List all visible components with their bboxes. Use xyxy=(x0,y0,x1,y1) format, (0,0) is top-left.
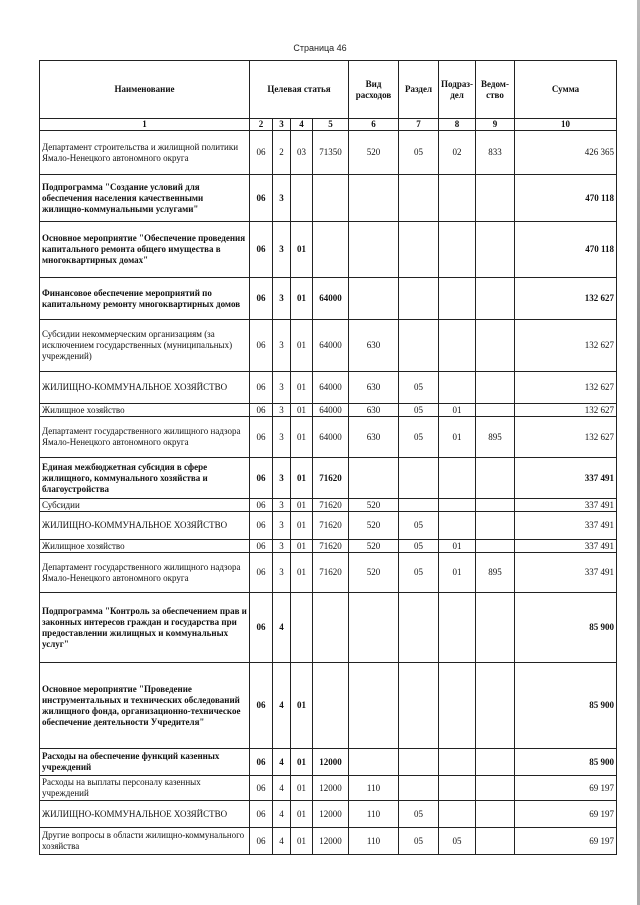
row-code-1-cell: 06 xyxy=(250,372,273,404)
row-section-cell: 05 xyxy=(399,404,439,417)
header-expense-type: Вид расходов xyxy=(349,61,399,119)
row-code-4-cell: 64000 xyxy=(313,278,349,320)
table-row xyxy=(40,372,617,404)
column-number: 3 xyxy=(273,119,291,131)
row-code-3-cell: 01 xyxy=(291,776,313,801)
row-department-cell xyxy=(476,512,515,540)
row-department-cell xyxy=(476,404,515,417)
row-expense-type-cell: 630 xyxy=(349,404,399,417)
row-department-cell: 895 xyxy=(476,417,515,458)
row-department-cell xyxy=(476,828,515,855)
row-amount-cell: 85 900 xyxy=(515,663,617,749)
column-number: 1 xyxy=(40,119,250,131)
row-amount-cell: 132 627 xyxy=(515,372,617,404)
row-expense-type-cell: 630 xyxy=(349,372,399,404)
row-expense-type-cell: 520 xyxy=(349,512,399,540)
table-row xyxy=(40,663,617,749)
row-code-1-cell: 06 xyxy=(250,404,273,417)
row-amount-cell: 132 627 xyxy=(515,320,617,372)
row-name-cell: Субсидии xyxy=(40,499,250,512)
row-code-4-cell: 64000 xyxy=(313,320,349,372)
row-subsection-cell xyxy=(439,776,476,801)
row-section-cell xyxy=(399,320,439,372)
row-department-cell xyxy=(476,458,515,499)
row-department-cell xyxy=(476,278,515,320)
row-section-cell: 05 xyxy=(399,417,439,458)
row-name-cell: ЖИЛИЩНО-КОММУНАЛЬНОЕ ХОЗЯЙСТВО xyxy=(40,801,250,828)
row-amount-cell: 69 197 xyxy=(515,776,617,801)
row-code-2-cell: 4 xyxy=(273,801,291,828)
row-section-cell: 05 xyxy=(399,801,439,828)
row-name-cell: Департамент строительства и жилищной политики Ямало-Ненецкого автономного округа xyxy=(40,131,250,175)
row-expense-type-cell xyxy=(349,458,399,499)
column-number: 4 xyxy=(291,119,313,131)
table-row xyxy=(40,499,617,512)
row-code-2-cell: 4 xyxy=(273,663,291,749)
row-code-1-cell: 06 xyxy=(250,499,273,512)
table-row xyxy=(40,512,617,540)
column-number-row xyxy=(40,119,617,131)
row-code-3-cell: 03 xyxy=(291,131,313,175)
row-code-3-cell: 01 xyxy=(291,372,313,404)
row-expense-type-cell: 630 xyxy=(349,320,399,372)
row-department-cell: 833 xyxy=(476,131,515,175)
row-amount-cell: 337 491 xyxy=(515,540,617,553)
table-row xyxy=(40,801,617,828)
row-code-3-cell: 01 xyxy=(291,553,313,593)
row-code-3-cell: 01 xyxy=(291,749,313,776)
row-department-cell xyxy=(476,663,515,749)
row-subsection-cell xyxy=(439,320,476,372)
row-section-cell xyxy=(399,593,439,663)
page-number-label: Страница 46 xyxy=(293,43,347,53)
header-section: Раздел xyxy=(399,61,439,119)
table-row xyxy=(40,828,617,855)
row-code-3-cell: 01 xyxy=(291,222,313,278)
row-amount-cell: 132 627 xyxy=(515,278,617,320)
table-row xyxy=(40,749,617,776)
row-code-4-cell xyxy=(313,175,349,222)
row-amount-cell: 69 197 xyxy=(515,801,617,828)
row-amount-cell: 337 491 xyxy=(515,553,617,593)
row-name-cell: Расходы на обеспечение функций казенных учреждений xyxy=(40,749,250,776)
row-code-2-cell: 3 xyxy=(273,417,291,458)
row-code-4-cell: 64000 xyxy=(313,404,349,417)
row-code-2-cell: 2 xyxy=(273,131,291,175)
row-code-4-cell: 71620 xyxy=(313,499,349,512)
table-row xyxy=(40,278,617,320)
row-code-3-cell: 01 xyxy=(291,828,313,855)
row-code-4-cell: 12000 xyxy=(313,776,349,801)
column-number: 8 xyxy=(439,119,476,131)
row-name-cell: Основное мероприятие "Проведение инструментальных и технических обследований жилищного фонда, организационно-техническое обеспечение деятельности Учредителя" xyxy=(40,663,250,749)
row-code-4-cell: 12000 xyxy=(313,749,349,776)
row-code-3-cell: 01 xyxy=(291,540,313,553)
header-name: Наименование xyxy=(40,61,250,119)
row-code-3-cell: 01 xyxy=(291,458,313,499)
row-expense-type-cell xyxy=(349,593,399,663)
row-subsection-cell xyxy=(439,593,476,663)
row-code-2-cell: 4 xyxy=(273,749,291,776)
row-code-4-cell xyxy=(313,663,349,749)
row-code-2-cell: 3 xyxy=(273,372,291,404)
row-subsection-cell: 05 xyxy=(439,828,476,855)
table-row xyxy=(40,417,617,458)
row-name-cell: Основное мероприятие "Обеспечение проведения капитального ремонта общего имущества в многоквартирных домах" xyxy=(40,222,250,278)
row-code-3-cell xyxy=(291,175,313,222)
row-section-cell xyxy=(399,776,439,801)
table-row xyxy=(40,553,617,593)
table-row xyxy=(40,458,617,499)
row-code-4-cell xyxy=(313,222,349,278)
row-code-3-cell: 01 xyxy=(291,663,313,749)
row-department-cell xyxy=(476,801,515,828)
row-section-cell: 05 xyxy=(399,553,439,593)
row-amount-cell: 85 900 xyxy=(515,749,617,776)
row-expense-type-cell xyxy=(349,222,399,278)
row-subsection-cell: 01 xyxy=(439,553,476,593)
row-name-cell: Подпрограмма "Контроль за обеспечением прав и законных интересов граждан и государства при предоставлении жилищных и коммунальных услуг" xyxy=(40,593,250,663)
row-code-3-cell: 01 xyxy=(291,417,313,458)
table-row xyxy=(40,175,617,222)
row-code-4-cell: 71350 xyxy=(313,131,349,175)
row-amount-cell: 470 118 xyxy=(515,175,617,222)
row-expense-type-cell xyxy=(349,749,399,776)
row-subsection-cell xyxy=(439,458,476,499)
budget-table xyxy=(39,60,617,855)
header-amount: Сумма xyxy=(515,61,617,119)
row-code-2-cell: 3 xyxy=(273,540,291,553)
row-name-cell: Департамент государственного жилищного надзора Ямало-Ненецкого автономного округа xyxy=(40,553,250,593)
row-expense-type-cell xyxy=(349,175,399,222)
row-code-4-cell: 71620 xyxy=(313,553,349,593)
table-row xyxy=(40,222,617,278)
row-expense-type-cell: 110 xyxy=(349,828,399,855)
row-section-cell xyxy=(399,175,439,222)
row-expense-type-cell: 520 xyxy=(349,553,399,593)
row-code-2-cell: 4 xyxy=(273,593,291,663)
row-code-1-cell: 06 xyxy=(250,131,273,175)
column-number: 6 xyxy=(349,119,399,131)
header-subsection: Подраз-дел xyxy=(439,61,476,119)
row-section-cell: 05 xyxy=(399,540,439,553)
header-department: Ведом-ство xyxy=(476,61,515,119)
row-section-cell xyxy=(399,663,439,749)
row-subsection-cell xyxy=(439,663,476,749)
row-name-cell: Департамент государственного жилищного надзора Ямало-Ненецкого автономного округа xyxy=(40,417,250,458)
row-name-cell: Подпрограмма "Создание условий для обеспечения населения качественными жилищно-коммунальными услугами" xyxy=(40,175,250,222)
row-amount-cell: 337 491 xyxy=(515,499,617,512)
row-code-1-cell: 06 xyxy=(250,417,273,458)
row-code-3-cell xyxy=(291,593,313,663)
row-expense-type-cell: 110 xyxy=(349,776,399,801)
row-department-cell xyxy=(476,776,515,801)
row-name-cell: ЖИЛИЩНО-КОММУНАЛЬНОЕ ХОЗЯЙСТВО xyxy=(40,372,250,404)
row-name-cell: Жилищное хозяйство xyxy=(40,540,250,553)
header-target-article: Целевая статья xyxy=(250,61,349,119)
row-code-1-cell: 06 xyxy=(250,175,273,222)
column-number: 10 xyxy=(515,119,617,131)
row-code-1-cell: 06 xyxy=(250,776,273,801)
table-row xyxy=(40,404,617,417)
row-subsection-cell xyxy=(439,499,476,512)
row-amount-cell: 85 900 xyxy=(515,593,617,663)
row-section-cell xyxy=(399,222,439,278)
row-code-3-cell: 01 xyxy=(291,278,313,320)
row-name-cell: Другие вопросы в области жилищно-коммунального хозяйства xyxy=(40,828,250,855)
row-amount-cell: 337 491 xyxy=(515,512,617,540)
row-amount-cell: 337 491 xyxy=(515,458,617,499)
row-code-1-cell: 06 xyxy=(250,512,273,540)
row-section-cell: 05 xyxy=(399,512,439,540)
table-row xyxy=(40,593,617,663)
row-subsection-cell: 01 xyxy=(439,417,476,458)
row-code-4-cell: 12000 xyxy=(313,801,349,828)
row-code-2-cell: 3 xyxy=(273,512,291,540)
row-subsection-cell xyxy=(439,175,476,222)
row-code-1-cell: 06 xyxy=(250,222,273,278)
row-department-cell xyxy=(476,749,515,776)
row-code-1-cell: 06 xyxy=(250,553,273,593)
row-section-cell xyxy=(399,499,439,512)
column-number: 9 xyxy=(476,119,515,131)
row-code-2-cell: 4 xyxy=(273,776,291,801)
table-row xyxy=(40,540,617,553)
row-code-1-cell: 06 xyxy=(250,801,273,828)
row-expense-type-cell: 520 xyxy=(349,499,399,512)
row-code-2-cell: 3 xyxy=(273,278,291,320)
column-number: 5 xyxy=(313,119,349,131)
row-department-cell xyxy=(476,593,515,663)
row-subsection-cell xyxy=(439,512,476,540)
row-amount-cell: 426 365 xyxy=(515,131,617,175)
row-code-2-cell: 3 xyxy=(273,553,291,593)
row-code-1-cell: 06 xyxy=(250,593,273,663)
row-name-cell: Расходы на выплаты персоналу казенных учреждений xyxy=(40,776,250,801)
row-department-cell xyxy=(476,175,515,222)
row-code-2-cell: 3 xyxy=(273,222,291,278)
row-section-cell: 05 xyxy=(399,131,439,175)
row-subsection-cell xyxy=(439,222,476,278)
row-subsection-cell: 01 xyxy=(439,404,476,417)
row-amount-cell: 132 627 xyxy=(515,417,617,458)
row-section-cell xyxy=(399,749,439,776)
row-amount-cell: 132 627 xyxy=(515,404,617,417)
row-code-4-cell: 71620 xyxy=(313,512,349,540)
row-code-3-cell: 01 xyxy=(291,404,313,417)
row-section-cell: 05 xyxy=(399,372,439,404)
column-number: 2 xyxy=(250,119,273,131)
row-amount-cell: 470 118 xyxy=(515,222,617,278)
row-subsection-cell xyxy=(439,372,476,404)
row-subsection-cell xyxy=(439,749,476,776)
row-subsection-cell: 01 xyxy=(439,540,476,553)
row-code-2-cell: 3 xyxy=(273,458,291,499)
row-expense-type-cell: 520 xyxy=(349,540,399,553)
row-code-1-cell: 06 xyxy=(250,663,273,749)
row-code-1-cell: 06 xyxy=(250,458,273,499)
row-code-2-cell: 3 xyxy=(273,499,291,512)
row-department-cell: 895 xyxy=(476,553,515,593)
row-section-cell: 05 xyxy=(399,828,439,855)
row-code-4-cell: 71620 xyxy=(313,540,349,553)
row-expense-type-cell xyxy=(349,278,399,320)
table-row xyxy=(40,131,617,175)
table-row xyxy=(40,320,617,372)
row-code-2-cell: 4 xyxy=(273,828,291,855)
row-code-4-cell: 71620 xyxy=(313,458,349,499)
row-section-cell xyxy=(399,278,439,320)
row-code-1-cell: 06 xyxy=(250,828,273,855)
row-code-4-cell xyxy=(313,593,349,663)
row-department-cell xyxy=(476,222,515,278)
row-code-2-cell: 3 xyxy=(273,320,291,372)
row-name-cell: Субсидии некоммерческим организациям (за исключением государственных (муниципальных) учреждений) xyxy=(40,320,250,372)
row-department-cell xyxy=(476,499,515,512)
row-department-cell xyxy=(476,320,515,372)
row-amount-cell: 69 197 xyxy=(515,828,617,855)
row-code-2-cell: 3 xyxy=(273,404,291,417)
row-department-cell xyxy=(476,372,515,404)
row-code-1-cell: 06 xyxy=(250,540,273,553)
table-row xyxy=(40,776,617,801)
row-code-1-cell: 06 xyxy=(250,320,273,372)
row-code-3-cell: 01 xyxy=(291,320,313,372)
row-name-cell: ЖИЛИЩНО-КОММУНАЛЬНОЕ ХОЗЯЙСТВО xyxy=(40,512,250,540)
row-code-3-cell: 01 xyxy=(291,499,313,512)
row-expense-type-cell: 110 xyxy=(349,801,399,828)
row-subsection-cell: 02 xyxy=(439,131,476,175)
row-code-3-cell: 01 xyxy=(291,512,313,540)
row-name-cell: Финансовое обеспечение мероприятий по капитальному ремонту многоквартирных домов xyxy=(40,278,250,320)
row-department-cell xyxy=(476,540,515,553)
row-name-cell: Единая межбюджетная субсидия в сфере жилищного, коммунального хозяйства и благоустройства xyxy=(40,458,250,499)
row-expense-type-cell: 630 xyxy=(349,417,399,458)
column-number: 7 xyxy=(399,119,439,131)
row-code-1-cell: 06 xyxy=(250,749,273,776)
row-code-3-cell: 01 xyxy=(291,801,313,828)
row-expense-type-cell: 520 xyxy=(349,131,399,175)
row-code-4-cell: 64000 xyxy=(313,417,349,458)
row-code-2-cell: 3 xyxy=(273,175,291,222)
row-expense-type-cell xyxy=(349,663,399,749)
row-name-cell: Жилищное хозяйство xyxy=(40,404,250,417)
row-subsection-cell xyxy=(439,278,476,320)
row-code-4-cell: 12000 xyxy=(313,828,349,855)
row-subsection-cell xyxy=(439,801,476,828)
row-section-cell xyxy=(399,458,439,499)
row-code-4-cell: 64000 xyxy=(313,372,349,404)
row-code-1-cell: 06 xyxy=(250,278,273,320)
header-row xyxy=(40,61,617,119)
